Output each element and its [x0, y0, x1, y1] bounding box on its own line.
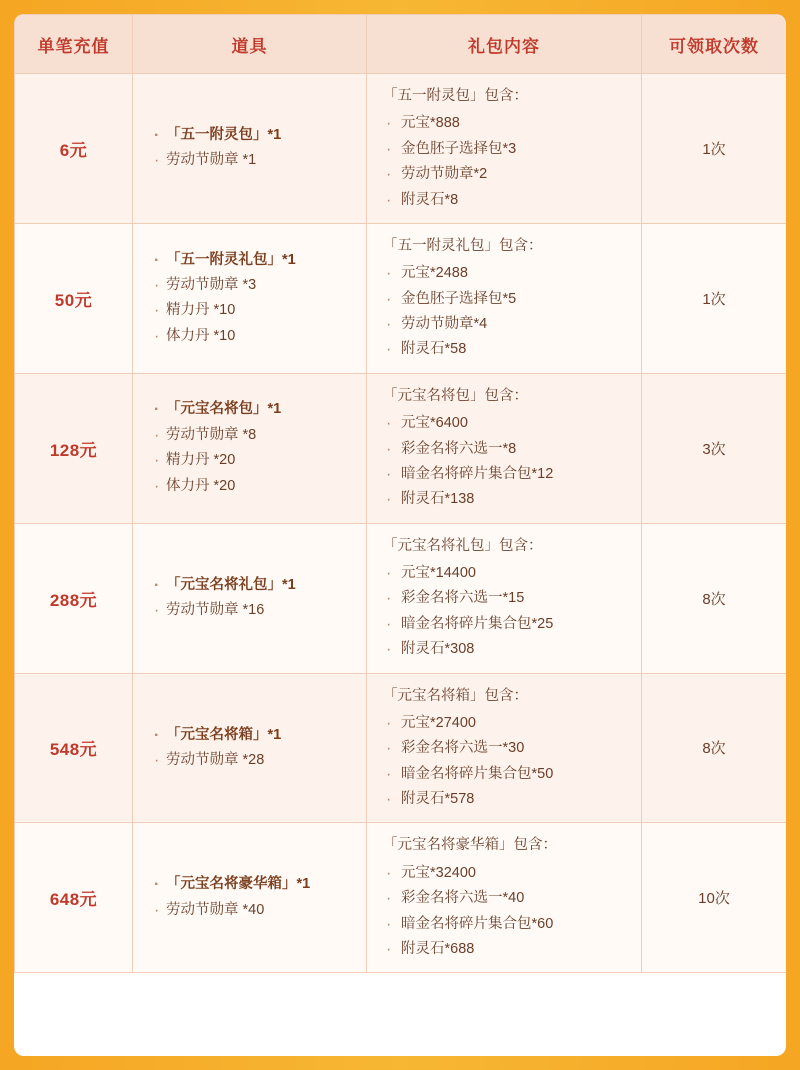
gift-content-list — [383, 861, 633, 963]
list-item: · 「五一附灵礼包」*1 — [151, 248, 358, 273]
table-header — [15, 15, 787, 74]
list-item: · 暗金名将碎片集合包*25 — [383, 612, 633, 637]
table-row — [15, 823, 787, 973]
list-item: · 元宝*27400 — [383, 711, 633, 736]
gift-content-list — [383, 111, 633, 213]
cell-items — [133, 74, 367, 224]
cell-gift-content — [367, 523, 642, 673]
cell-recharge-amount: 288元 — [15, 523, 133, 673]
column-header-amount: 单笔充值 — [15, 15, 133, 74]
list-item: · 附灵石*688 — [383, 937, 633, 962]
list-item: · 暗金名将碎片集合包*50 — [383, 762, 633, 787]
item-list — [151, 248, 358, 350]
list-item: · 体力丹 *20 — [151, 474, 358, 499]
gift-content-title: 「五一附灵包」包含： — [383, 88, 528, 104]
list-item: · 彩金名将六选一*30 — [383, 736, 633, 761]
list-item: · 彩金名将六选一*40 — [383, 886, 633, 911]
list-item: · 金色胚子选择包*5 — [383, 287, 633, 312]
cell-items — [133, 223, 367, 373]
list-item: · 劳动节勋章*4 — [383, 312, 633, 337]
list-item: · 元宝*14400 — [383, 561, 633, 586]
cell-claim-times: 1次 — [642, 223, 787, 373]
list-item: · 元宝*6400 — [383, 411, 633, 436]
list-item: · 金色胚子选择包*3 — [383, 137, 633, 162]
list-item: · 体力丹 *10 — [151, 324, 358, 349]
cell-gift-content — [367, 223, 642, 373]
item-list — [151, 397, 358, 499]
list-item: · 「元宝名将包」*1 — [151, 397, 358, 422]
gift-content-list — [383, 261, 633, 363]
cell-gift-content — [367, 74, 642, 224]
list-item: · 附灵石*578 — [383, 787, 633, 812]
list-item: · 劳动节勋章 *8 — [151, 423, 358, 448]
cell-recharge-amount: 648元 — [15, 823, 133, 973]
gift-content-title: 「五一附灵礼包」包含： — [383, 237, 543, 254]
list-item: · 附灵石*138 — [383, 487, 633, 512]
cell-recharge-amount: 128元 — [15, 373, 133, 523]
list-item: · 元宝*888 — [383, 111, 633, 136]
cell-recharge-amount: 6元 — [15, 74, 133, 224]
cell-items — [133, 523, 367, 673]
list-item: · 劳动节勋章 *40 — [151, 898, 358, 923]
list-item: · 「元宝名将箱」*1 — [151, 723, 358, 748]
gift-content-list — [383, 711, 633, 813]
list-item: · 精力丹 *20 — [151, 448, 358, 473]
list-item: · 附灵石*58 — [383, 337, 633, 362]
column-header-content: 礼包内容 — [367, 15, 642, 74]
recharge-reward-table — [14, 14, 786, 973]
item-list — [151, 123, 358, 174]
list-item: · 彩金名将六选一*8 — [383, 437, 633, 462]
list-item: · 元宝*32400 — [383, 861, 633, 886]
cell-items — [133, 373, 367, 523]
cell-recharge-amount: 548元 — [15, 673, 133, 823]
list-item: · 精力丹 *10 — [151, 298, 358, 323]
gift-content-list — [383, 561, 633, 663]
table-row — [15, 74, 787, 224]
cell-claim-times: 1次 — [642, 74, 787, 224]
cell-gift-content — [367, 823, 642, 973]
list-item: · 劳动节勋章*2 — [383, 162, 633, 187]
table-row — [15, 373, 787, 523]
list-item: · 附灵石*8 — [383, 188, 633, 213]
cell-gift-content — [367, 673, 642, 823]
list-item: · 劳动节勋章 *3 — [151, 273, 358, 298]
gift-content-title: 「元宝名将豪华箱」包含： — [383, 837, 557, 854]
column-header-items: 道具 — [133, 15, 367, 74]
table-row — [15, 223, 787, 373]
item-list — [151, 723, 358, 774]
reward-table-container — [14, 14, 786, 1056]
cell-recharge-amount: 50元 — [15, 223, 133, 373]
list-item: · 「元宝名将豪华箱」*1 — [151, 872, 358, 897]
column-header-times: 可领取次数 — [642, 15, 787, 74]
cell-claim-times: 8次 — [642, 523, 787, 673]
list-item: · 劳动节勋章 *16 — [151, 598, 358, 623]
list-item: · 劳动节勋章 *1 — [151, 148, 358, 173]
item-list — [151, 872, 358, 923]
table-row — [15, 523, 787, 673]
cell-items — [133, 823, 367, 973]
list-item: · 元宝*2488 — [383, 261, 633, 286]
list-item: · 「元宝名将礼包」*1 — [151, 573, 358, 598]
list-item: · 暗金名将碎片集合包*60 — [383, 912, 633, 937]
gift-content-title: 「元宝名将箱」包含： — [383, 687, 528, 704]
cell-gift-content — [367, 373, 642, 523]
cell-claim-times: 8次 — [642, 673, 787, 823]
list-item: · 暗金名将碎片集合包*12 — [383, 462, 633, 487]
cell-claim-times: 10次 — [642, 823, 787, 973]
table-body — [15, 74, 787, 973]
gift-content-title: 「元宝名将包」包含： — [383, 387, 528, 404]
cell-items — [133, 673, 367, 823]
list-item: · 彩金名将六选一*15 — [383, 586, 633, 611]
table-row — [15, 673, 787, 823]
list-item: · 「五一附灵包」*1 — [151, 123, 358, 148]
item-list — [151, 573, 358, 624]
gift-content-list — [383, 411, 633, 513]
gift-content-title: 「元宝名将礼包」包含： — [383, 537, 543, 554]
list-item: · 劳动节勋章 *28 — [151, 748, 358, 773]
list-item: · 附灵石*308 — [383, 637, 633, 662]
table-header-row — [15, 15, 787, 74]
cell-claim-times: 3次 — [642, 373, 787, 523]
